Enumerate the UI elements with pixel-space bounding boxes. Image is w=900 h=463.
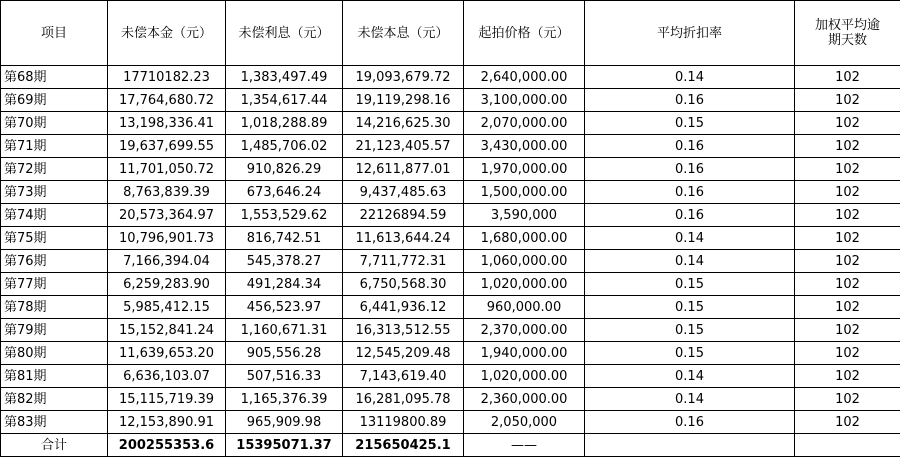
- cell-price: 1,060,000.00: [464, 250, 585, 273]
- cell-price: 1,020,000.00: [464, 365, 585, 388]
- cell-days: 102: [795, 342, 900, 365]
- cell-interest: 1,018,288.89: [226, 112, 343, 135]
- cell-days: 102: [795, 227, 900, 250]
- cell-discount: 0.15: [585, 319, 795, 342]
- cell-days: 102: [795, 388, 900, 411]
- total-interest: 15395071.37: [226, 434, 343, 457]
- cell-price: 1,940,000.00: [464, 342, 585, 365]
- cell-price: 3,430,000.00: [464, 135, 585, 158]
- cell-days: 102: [795, 135, 900, 158]
- cell-discount: 0.15: [585, 273, 795, 296]
- total-amount: 215650425.1: [343, 434, 464, 457]
- cell-total: 13119800.89: [343, 411, 464, 434]
- cell-discount: 0.16: [585, 204, 795, 227]
- cell-interest: 1,553,529.62: [226, 204, 343, 227]
- cell-price: 2,070,000.00: [464, 112, 585, 135]
- cell-item: 第71期: [1, 135, 108, 158]
- cell-price: 1,680,000.00: [464, 227, 585, 250]
- cell-price: 2,050,000: [464, 411, 585, 434]
- cell-days: 102: [795, 319, 900, 342]
- cell-interest: 965,909.98: [226, 411, 343, 434]
- cell-days: 102: [795, 250, 900, 273]
- cell-item: 第82期: [1, 388, 108, 411]
- cell-principal: 17,764,680.72: [108, 89, 226, 112]
- cell-interest: 905,556.28: [226, 342, 343, 365]
- cell-item: 第69期: [1, 89, 108, 112]
- header-principal: 未偿本金（元）: [108, 1, 226, 66]
- cell-item: 第80期: [1, 342, 108, 365]
- cell-item: 第74期: [1, 204, 108, 227]
- table-row: [1, 250, 900, 273]
- table-row: [1, 273, 900, 296]
- cell-price: 2,370,000.00: [464, 319, 585, 342]
- cell-total: 19,093,679.72: [343, 66, 464, 89]
- cell-interest: 910,826.29: [226, 158, 343, 181]
- cell-total: 22126894.59: [343, 204, 464, 227]
- cell-principal: 19,637,699.55: [108, 135, 226, 158]
- cell-total: 11,613,644.24: [343, 227, 464, 250]
- table-row: [1, 66, 900, 89]
- total-days: [795, 434, 900, 457]
- cell-discount: 0.14: [585, 227, 795, 250]
- cell-discount: 0.15: [585, 296, 795, 319]
- cell-principal: 13,198,336.41: [108, 112, 226, 135]
- table-row: [1, 319, 900, 342]
- table-row: [1, 89, 900, 112]
- cell-total: 12,545,209.48: [343, 342, 464, 365]
- cell-discount: 0.15: [585, 342, 795, 365]
- cell-price: 3,590,000: [464, 204, 585, 227]
- table-row: [1, 342, 900, 365]
- cell-item: 第68期: [1, 66, 108, 89]
- header-price: 起拍价格（元）: [464, 1, 585, 66]
- cell-interest: 545,378.27: [226, 250, 343, 273]
- cell-discount: 0.16: [585, 135, 795, 158]
- cell-principal: 20,573,364.97: [108, 204, 226, 227]
- cell-interest: 816,742.51: [226, 227, 343, 250]
- cell-principal: 10,796,901.73: [108, 227, 226, 250]
- cell-price: 1,020,000.00: [464, 273, 585, 296]
- cell-principal: 8,763,839.39: [108, 181, 226, 204]
- cell-days: 102: [795, 66, 900, 89]
- cell-interest: 456,523.97: [226, 296, 343, 319]
- total-principal: 200255353.6: [108, 434, 226, 457]
- cell-principal: 15,152,841.24: [108, 319, 226, 342]
- cell-discount: 0.14: [585, 66, 795, 89]
- total-discount: [585, 434, 795, 457]
- cell-price: 1,970,000.00: [464, 158, 585, 181]
- cell-principal: 11,701,050.72: [108, 158, 226, 181]
- cell-days: 102: [795, 273, 900, 296]
- cell-principal: 17710182.23: [108, 66, 226, 89]
- cell-principal: 7,166,394.04: [108, 250, 226, 273]
- cell-price: 960,000.00: [464, 296, 585, 319]
- table-row: [1, 158, 900, 181]
- header-row: [1, 1, 900, 66]
- cell-days: 102: [795, 181, 900, 204]
- header-days: 加权平均逾期天数: [795, 1, 900, 66]
- table-row: [1, 112, 900, 135]
- cell-discount: 0.14: [585, 365, 795, 388]
- cell-total: 9,437,485.63: [343, 181, 464, 204]
- cell-total: 16,281,095.78: [343, 388, 464, 411]
- cell-price: 2,360,000.00: [464, 388, 585, 411]
- cell-total: 7,711,772.31: [343, 250, 464, 273]
- cell-item: 第72期: [1, 158, 108, 181]
- cell-item: 第70期: [1, 112, 108, 135]
- total-label: 合计: [1, 434, 108, 457]
- table-row: [1, 181, 900, 204]
- cell-discount: 0.14: [585, 388, 795, 411]
- cell-total: 12,611,877.01: [343, 158, 464, 181]
- table-row: [1, 296, 900, 319]
- cell-total: 16,313,512.55: [343, 319, 464, 342]
- cell-discount: 0.15: [585, 112, 795, 135]
- cell-item: 第83期: [1, 411, 108, 434]
- header-interest: 未偿利息（元）: [226, 1, 343, 66]
- cell-interest: 1,165,376.39: [226, 388, 343, 411]
- cell-price: 3,100,000.00: [464, 89, 585, 112]
- cell-discount: 0.16: [585, 181, 795, 204]
- table-row: [1, 411, 900, 434]
- cell-interest: 1,354,617.44: [226, 89, 343, 112]
- cell-interest: 1,383,497.49: [226, 66, 343, 89]
- cell-discount: 0.14: [585, 250, 795, 273]
- cell-item: 第73期: [1, 181, 108, 204]
- cell-principal: 6,259,283.90: [108, 273, 226, 296]
- cell-item: 第77期: [1, 273, 108, 296]
- cell-interest: 1,160,671.31: [226, 319, 343, 342]
- cell-days: 102: [795, 89, 900, 112]
- cell-price: 2,640,000.00: [464, 66, 585, 89]
- table-row: [1, 227, 900, 250]
- header-total: 未偿本息（元）: [343, 1, 464, 66]
- table-row: [1, 204, 900, 227]
- cell-total: 7,143,619.40: [343, 365, 464, 388]
- cell-principal: 6,636,103.07: [108, 365, 226, 388]
- header-item: 项目: [1, 1, 108, 66]
- cell-item: 第75期: [1, 227, 108, 250]
- cell-price: 1,500,000.00: [464, 181, 585, 204]
- cell-days: 102: [795, 411, 900, 434]
- cell-days: 102: [795, 296, 900, 319]
- cell-interest: 491,284.34: [226, 273, 343, 296]
- cell-interest: 507,516.33: [226, 365, 343, 388]
- cell-days: 102: [795, 204, 900, 227]
- cell-principal: 11,639,653.20: [108, 342, 226, 365]
- cell-discount: 0.16: [585, 89, 795, 112]
- total-price: ——: [464, 434, 585, 457]
- cell-total: 21,123,405.57: [343, 135, 464, 158]
- cell-item: 第79期: [1, 319, 108, 342]
- cell-item: 第78期: [1, 296, 108, 319]
- cell-discount: 0.16: [585, 158, 795, 181]
- cell-item: 第76期: [1, 250, 108, 273]
- cell-days: 102: [795, 158, 900, 181]
- cell-interest: 1,485,706.02: [226, 135, 343, 158]
- table-row: [1, 388, 900, 411]
- cell-principal: 15,115,719.39: [108, 388, 226, 411]
- table-row: [1, 365, 900, 388]
- cell-interest: 673,646.24: [226, 181, 343, 204]
- cell-total: 6,441,936.12: [343, 296, 464, 319]
- total-row: [1, 434, 900, 457]
- cell-item: 第81期: [1, 365, 108, 388]
- table-row: [1, 135, 900, 158]
- cell-days: 102: [795, 112, 900, 135]
- cell-discount: 0.16: [585, 411, 795, 434]
- cell-days: 102: [795, 365, 900, 388]
- cell-principal: 12,153,890.91: [108, 411, 226, 434]
- cell-principal: 5,985,412.15: [108, 296, 226, 319]
- cell-total: 19,119,298.16: [343, 89, 464, 112]
- cell-total: 6,750,568.30: [343, 273, 464, 296]
- header-discount: 平均折扣率: [585, 1, 795, 66]
- table-body: [1, 66, 900, 434]
- cell-total: 14,216,625.30: [343, 112, 464, 135]
